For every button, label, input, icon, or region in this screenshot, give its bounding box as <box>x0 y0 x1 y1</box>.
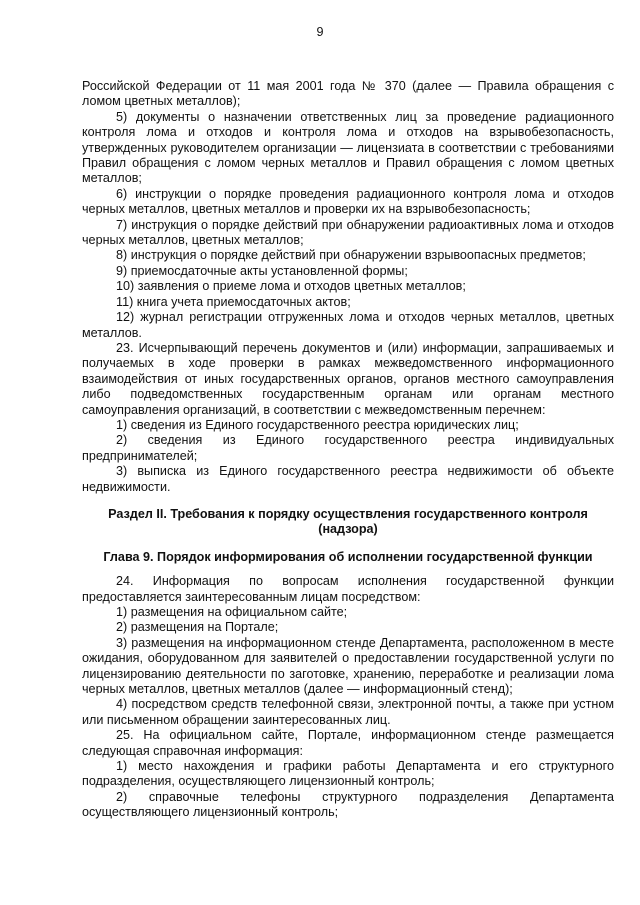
paragraph: 9) приемосдаточные акты установленной формы; <box>116 263 408 278</box>
paragraph: 3) размещения на информационном стенде Департамента, расположенном в месте ожидания, оборудованном для заявителей о предоставлении государственной услуги по лицензированию деятельности по заготовке, хранению, переработке и реализации лома черных металлов, цветных металлов (далее — информационный стенд); <box>82 635 614 697</box>
paragraph: 3) выписка из Единого государственного реестра недвижимости об объекте недвижимости. <box>82 464 614 494</box>
paragraph: 2) сведения из Единого государственного реестра индивидуальных предпринимателей; <box>82 433 614 463</box>
page-number: 9 <box>316 25 324 39</box>
paragraph: 8) инструкция о порядке действий при обнаружении взрывоопасных предметов; <box>116 248 586 263</box>
paragraph: 12) журнал регистрации отгруженных лома и отходов черных металлов, цветных металлов. <box>82 310 614 340</box>
paragraph: 10) заявления о приеме лома и отходов цветных металлов; <box>116 279 466 294</box>
paragraph: 5) документы о назначении ответственных лиц за проведение радиационного контроля лома и отходов и контроля лома и отходов на взрывобезопасность, утвержденных руководителем организации — лицензиата в соответствии с требованиями Правил обращения с ломом черных металлов и Правил обращения с ломом цветных металлов; <box>82 109 614 186</box>
paragraph: 1) размещения на официальном сайте; <box>116 605 348 619</box>
paragraph: 2) справочные телефоны структурного подразделения Департамента осуществляющего лицензионный контроль; <box>82 789 614 820</box>
paragraph: 4) посредством средств телефонной связи, электронной почты, а также при устном или письменном обращении заинтересованных лиц. <box>82 697 614 727</box>
paragraph: 7) инструкция о порядке действий при обнаружении радиоактивных лома и отходов черных металлов, цветных металлов; <box>82 217 614 248</box>
paragraph: 2) размещения на Портале; <box>116 620 279 635</box>
chapter-heading: Глава 9. Порядок информирования об исполнении государственной функции <box>103 549 593 564</box>
paragraph: 23. Исчерпывающий перечень документов и (или) информации, запрашиваемых и получаемых в ходе проверки в рамках межведомственного информационного взаимодействия от иных государственных органов, органов местного самоуправления либо подведомственных государственным органам или органам местного самоуправления организаций, в соответствии с межведомственным перечнем: <box>82 340 614 417</box>
paragraph: 24. Информация по вопросам исполнения государственной функции предоставляется заинтересованным лицам посредством: <box>82 574 614 604</box>
paragraph: Российской Федерации от 11 мая 2001 года № 370 (далее — Правила обращения с ломом цветных металлов); <box>82 79 614 109</box>
paragraph: 1) место нахождения и графики работы Департамента и его структурного подразделения, осуществляющего лицензионный контроль; <box>82 759 614 789</box>
paragraphs-top <box>82 79 614 495</box>
paragraph: 11) книга учета приемосдаточных актов; <box>116 294 351 309</box>
document-body <box>82 79 614 821</box>
paragraph: 6) инструкции о порядке проведения радиационного контроля лома и отходов черных металлов, цветных металлов и проверки их на взрывобезопасность; <box>82 186 614 217</box>
section-heading: Раздел II. Требования к порядку осуществления государственного контроля (надзора) <box>108 506 588 537</box>
paragraph: 1) сведения из Единого государственного реестра юридических лиц; <box>116 417 519 432</box>
paragraph: 25. На официальном сайте, Портале, информационном стенде размещается следующая справочная информация: <box>82 728 614 758</box>
paragraphs-bottom <box>82 574 614 821</box>
